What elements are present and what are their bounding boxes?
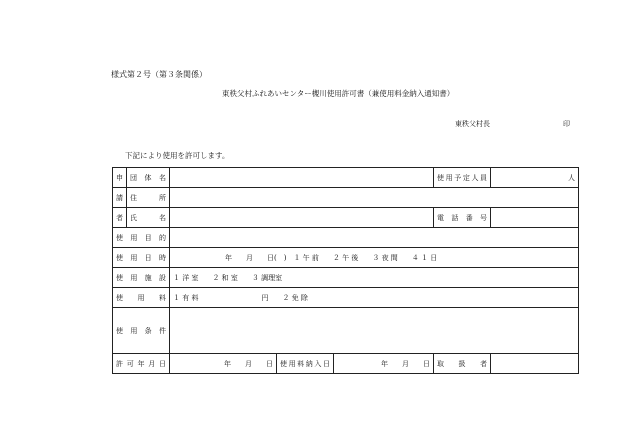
payment-date-field[interactable]: 年 月 日 [334, 354, 434, 374]
applicant-side-label-2: 請 [113, 188, 127, 208]
applicant-side-label-3: 者 [113, 208, 127, 228]
address-label: 住 所 [127, 188, 170, 208]
name-field[interactable] [170, 208, 434, 228]
purpose-label: 使 用 目 的 [113, 228, 170, 248]
datetime-label: 使 用 日 時 [113, 248, 170, 268]
facility-field[interactable]: １ 洋 室 ２ 和 室 ３ 調理室 [170, 268, 579, 288]
conditions-label: 使 用 条 件 [113, 308, 170, 354]
group-name-field[interactable] [170, 168, 434, 188]
facility-label: 使 用 施 設 [113, 268, 170, 288]
intro-text: 下記により使用を許可します。 [125, 151, 230, 160]
conditions-field[interactable] [170, 308, 579, 354]
fee-field[interactable]: １ 有 料 円 ２ 免 除 [170, 288, 579, 308]
handler-field[interactable] [491, 354, 579, 374]
table-row [113, 268, 579, 288]
datetime-field[interactable]: 年 月 日( ) １ 午 前 ２ 午 後 ３ 夜 間 ４ １ 日 [170, 248, 579, 268]
form-number-label: 様式第２号（第３条関係） [111, 70, 207, 79]
seal-mark: 印 [563, 120, 570, 128]
phone-label: 電 話 番 号 [434, 208, 491, 228]
people-unit: 人 [568, 173, 576, 182]
document-title: 東秩父村ふれあいセンター槻川使用許可書（兼使用料金納入通知書） [222, 89, 455, 98]
phone-field[interactable] [491, 208, 579, 228]
name-label: 氏 名 [127, 208, 170, 228]
applicant-side-label-1: 申 [113, 168, 127, 188]
table-row [113, 208, 579, 228]
table-row [113, 188, 579, 208]
table-row [113, 248, 579, 268]
expected-users-field[interactable] [491, 168, 579, 188]
table-row [113, 354, 579, 374]
expected-users-label: 使用予定人員 [434, 168, 491, 188]
table-row [113, 228, 579, 248]
permit-form-table [112, 167, 579, 374]
issuer-name: 東秩父村長 [455, 120, 490, 128]
table-row [113, 288, 579, 308]
fee-label: 使 用 料 [113, 288, 170, 308]
payment-date-label: 使用料納入日 [277, 354, 334, 374]
permit-date-label: 許可年月日 [113, 354, 170, 374]
permit-date-field[interactable]: 年 月 日 [170, 354, 277, 374]
table-row [113, 308, 579, 354]
group-name-label: 団 体 名 [127, 168, 170, 188]
purpose-field[interactable] [170, 228, 579, 248]
handler-label: 取 扱 者 [434, 354, 491, 374]
table-row [113, 168, 579, 188]
address-field[interactable] [170, 188, 579, 208]
